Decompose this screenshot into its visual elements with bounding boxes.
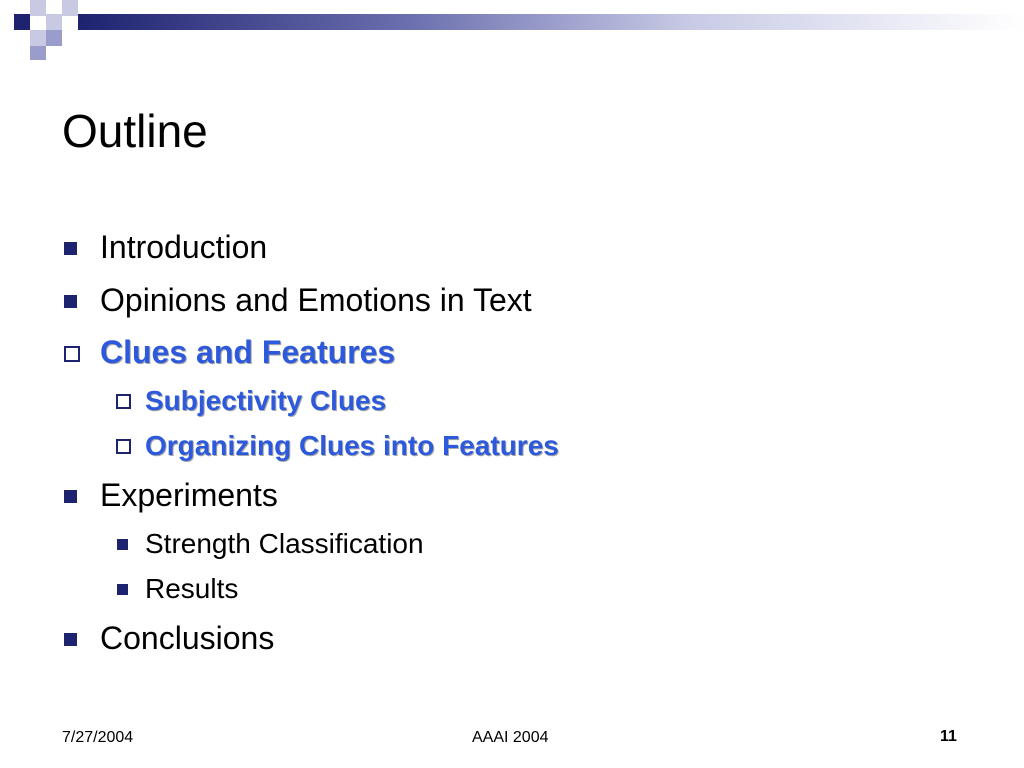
corner-decoration-square xyxy=(46,30,62,46)
outline-item-experiments xyxy=(100,476,278,514)
outline-item-label: Opinions and Emotions in Text xyxy=(100,282,532,318)
corner-decoration-square xyxy=(14,46,30,62)
outline-subitem-subjectivity-clues xyxy=(145,384,386,418)
outline-item-conclusions xyxy=(100,619,274,657)
outline-item-label: Results xyxy=(145,573,239,604)
square-bullet-icon xyxy=(117,584,128,595)
corner-decoration-square xyxy=(62,0,78,16)
corner-decoration-square xyxy=(30,0,46,16)
outline-item-clues-and-features xyxy=(100,333,395,371)
hollow-square-bullet-icon xyxy=(116,394,131,409)
outline-subitem-organizing-clues xyxy=(145,429,559,463)
corner-decoration-square xyxy=(14,14,30,30)
square-bullet-icon xyxy=(64,295,77,308)
slide-title: Outline xyxy=(62,105,208,157)
footer-conference: AAAI 2004 xyxy=(472,729,549,746)
outline-subitem-strength-classification xyxy=(145,527,424,561)
footer-date: 7/27/2004 xyxy=(62,729,134,746)
outline-item-introduction xyxy=(100,228,267,266)
footer-page-number: 11 xyxy=(940,728,957,745)
outline-subitem-results xyxy=(145,572,238,606)
outline-item-label: Strength Classification xyxy=(145,528,424,559)
hollow-square-bullet-icon xyxy=(64,346,80,362)
outline-item-label: Conclusions xyxy=(100,620,275,656)
corner-decoration-square xyxy=(30,46,46,60)
outline-item-label: Organizing Clues into Features xyxy=(145,430,559,461)
outline-item-label: Clues and Features xyxy=(100,334,396,370)
corner-decoration-square xyxy=(30,30,46,46)
outline-item-opinions xyxy=(100,281,532,319)
square-bullet-icon xyxy=(64,633,77,646)
hollow-square-bullet-icon xyxy=(116,439,131,454)
header-gradient-bar xyxy=(78,14,1024,30)
outline-item-label: Introduction xyxy=(100,229,268,265)
outline-item-label: Experiments xyxy=(100,477,278,513)
square-bullet-icon xyxy=(117,539,128,550)
square-bullet-icon xyxy=(64,242,77,255)
square-bullet-icon xyxy=(64,490,77,503)
corner-decoration-square xyxy=(46,14,62,30)
outline-item-label: Subjectivity Clues xyxy=(145,385,387,416)
